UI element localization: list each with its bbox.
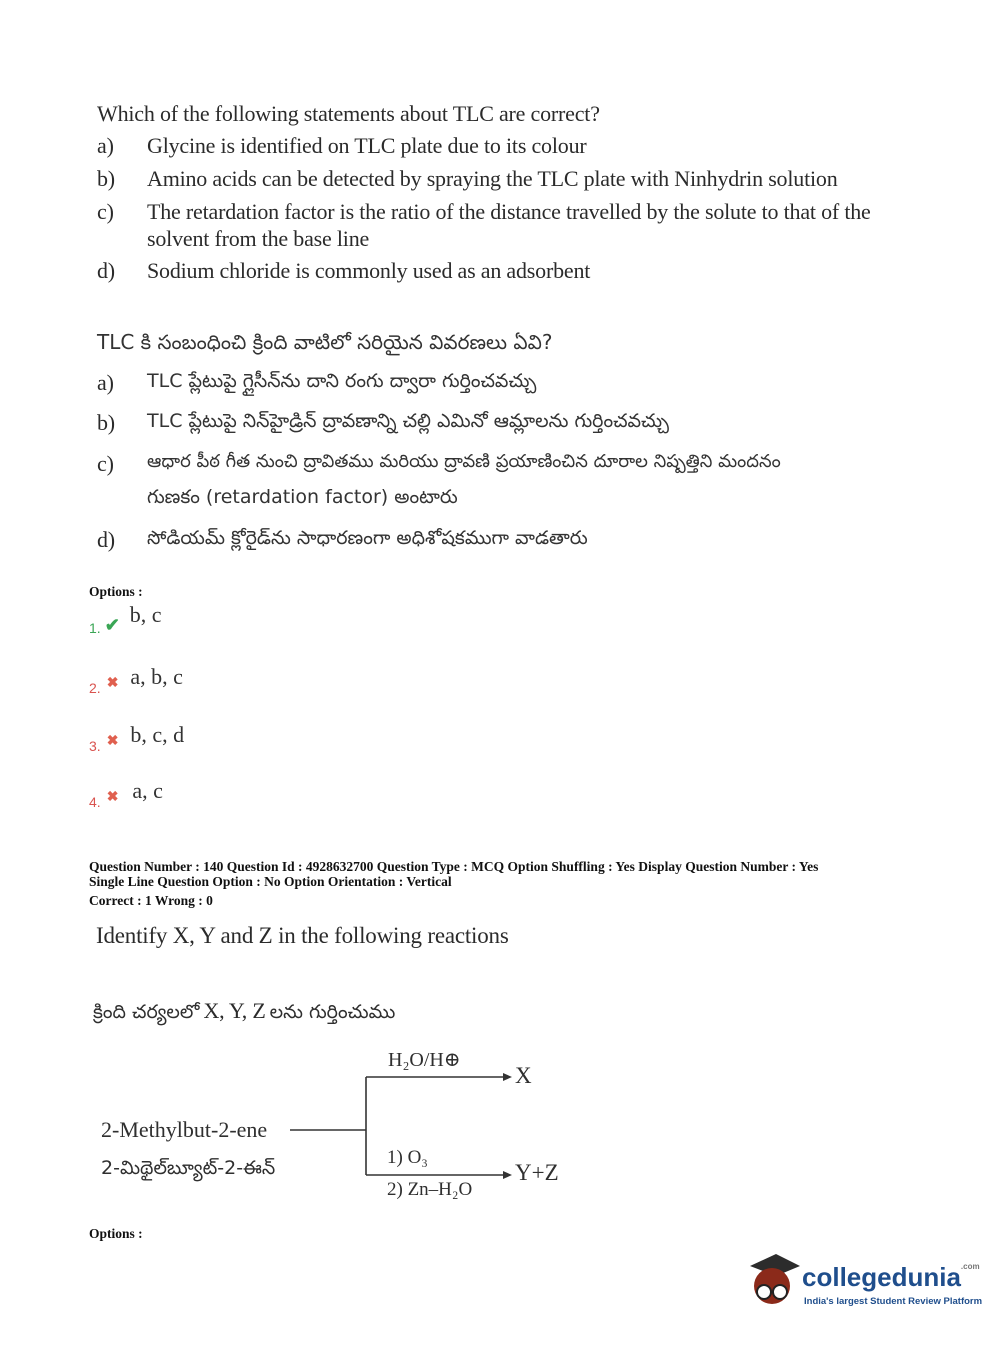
statement-label: d)	[97, 527, 115, 552]
option-text: b, c	[129, 602, 162, 627]
lower-reagent-step1: 1) O₃	[387, 1147, 428, 1168]
statement-text: The retardation factor is the ratio of the distance travelled by the solute to that of the	[147, 199, 871, 224]
statement-text-telugu: సోడియమ్ క్లోరైడ్‌ను సాధారణంగా అధిశోషకముగా వాడతారు	[147, 527, 588, 549]
product-x: X	[515, 1063, 532, 1088]
brand-name	[802, 1262, 980, 1293]
products-y-z: Y+Z	[515, 1160, 559, 1185]
brand-tagline: India's largest Student Review Platform	[804, 1296, 983, 1307]
option-number: 3.	[89, 738, 101, 754]
brand-logo[interactable]	[742, 1252, 983, 1312]
option-number: 1.	[89, 620, 101, 636]
question-meta-line: Single Line Question Option : No Option Orientation : Vertical	[89, 874, 452, 889]
mascot-icon	[742, 1252, 800, 1310]
statement-label: b)	[97, 166, 115, 191]
variables: X, Y, Z	[203, 998, 266, 1023]
statement-label: a)	[97, 133, 114, 158]
lower-reagent-step2: 2) Zn–H₂O	[387, 1179, 473, 1200]
options-heading: Options :	[89, 1226, 143, 1241]
option-number: 2.	[89, 680, 101, 696]
reactant-name-telugu: 2-మిథైల్‌బ్యూట్-2-ఈన్	[101, 1157, 276, 1179]
option-text: a, c	[132, 778, 163, 803]
option-text: a, b, c	[130, 664, 183, 689]
telugu-prefix: క్రింది చర్యలలో	[93, 1001, 200, 1023]
statement-text-telugu: TLC ప్లేటుపై గ్లైసీన్‌ను దాని రంగు ద్వారా గుర్తించవచ్చు	[147, 370, 537, 392]
brand-name-text: collegedunia	[802, 1262, 961, 1292]
statement-text: Glycine is identified on TLC plate due to its colour	[147, 133, 587, 158]
reactant-name: 2-Methylbut-2-ene	[101, 1117, 268, 1142]
correct-check-icon: ✔	[104, 615, 120, 635]
statement-label: c)	[97, 451, 114, 476]
wrong-cross-icon: ✖	[106, 790, 119, 805]
statement-text: Amino acids can be detected by spraying the TLC plate with Ninhydrin solution	[147, 166, 838, 191]
wrong-cross-icon: ✖	[106, 676, 119, 691]
upper-arrowhead	[503, 1073, 512, 1081]
upper-reagent: H₂O/H⊕	[388, 1049, 461, 1071]
statement-text-telugu: TLC ప్లేటుపై నిన్‌హైడ్రిన్ ద్రావణాన్ని చల్లి ఎమినో ఆమ్లాలను గుర్తించవచ్చు	[147, 410, 669, 432]
option-text: b, c, d	[130, 722, 185, 747]
statement-label: a)	[97, 370, 114, 395]
options-heading: Options :	[89, 584, 143, 599]
question-meta-line: Question Number : 140 Question Id : 4928632700 Question Type : MCQ Option Shuffling : Yes Display Question Number : Yes	[89, 859, 819, 874]
brand-suffix: .com	[960, 1262, 980, 1271]
wrong-cross-icon: ✖	[106, 734, 119, 749]
option-number: 4.	[89, 794, 101, 810]
statement-text-continued: solvent from the base line	[147, 226, 370, 251]
question-stem: Which of the following statements about TLC are correct?	[97, 101, 600, 126]
question-stem-telugu: TLC కి సంబంధించి క్రింది వాటిలో సరియైన వివరణలు ఏవి?	[97, 330, 553, 354]
statement-text-telugu: ఆధార పీఠ గీత నుంచి ద్రావితము మరియు ద్రావణి ప్రయాణించిన దూరాల నిష్పత్తిని మందనం	[147, 451, 781, 472]
statement-label: c)	[97, 199, 114, 224]
statement-label: d)	[97, 258, 115, 283]
marking-scheme: Correct : 1 Wrong : 0	[89, 893, 213, 908]
statement-text: Sodium chloride is commonly used as an adsorbent	[147, 258, 591, 283]
telugu-suffix: లను గుర్తించుము	[269, 1001, 396, 1023]
statement-label: b)	[97, 410, 115, 435]
statement-text-telugu-continued: గుణకం (retardation factor) అంటారు	[147, 486, 458, 508]
lower-arrowhead	[503, 1171, 512, 1179]
question-stem: Identify X, Y and Z in the following reactions	[96, 923, 509, 948]
